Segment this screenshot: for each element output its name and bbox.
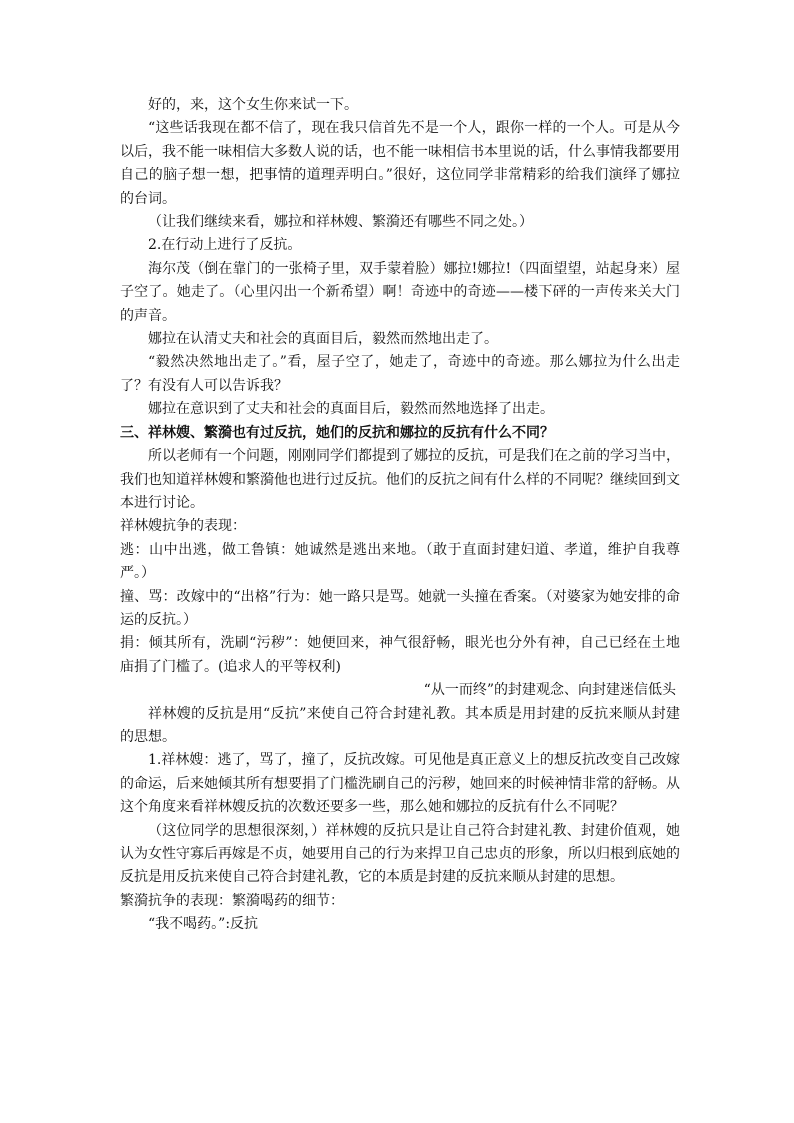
paragraph: 撞、骂：改嫁中的“出格”行为：她一路只是骂。她就一头撞在香案。（对婆家为她安排的命运的反抗。） [120,588,680,628]
paragraph: “这些话我现在都不信了，现在我只信首先不是一个人，跟你一样的一个人。可是从今以后，我不能一味相信大多数人说的话，也不能一味相信书本里说的话，什么事情我都要用自己的脑子想一想，把事情的道理弄明白。”很好，这位同学非常精彩的给我们演绎了娜拉的台词。 [120,120,680,207]
paragraph: 娜拉在认清丈夫和社会的真面目后，毅然而然地出走了。 [148,331,498,348]
paragraph: 2.在行动上进行了反抗。 [148,237,302,254]
section-heading: 三、祥林嫂、繁漪也有过反抗，她们的反抗和娜拉的反抗有什么不同？ [120,424,554,441]
paragraph: 娜拉在意识到了丈夫和社会的真面目后，毅然而然地选择了出走。 [148,401,554,418]
paragraph: （这位同学的思想很深刻，）祥林嫂的反抗只是让自己符合封建礼教、封建价值观，她认为女性守寡后再嫁是不贞，她要用自己的行为来捍卫自己忠贞的形象，所以归根到底她的反抗是用反抗来使自己符合封建礼教，它的本质是封建的反抗来顺从封建的思想。 [120,822,680,886]
paragraph: 海尔茂（倒在靠门的一张椅子里，双手蒙着脸）娜拉!娜拉!（四面望望，站起身来）屋子空了。她走了。（心里闪出一个新希望）啊！奇迹中的奇迹——楼下砰的一声传来关大门的声音。 [120,260,680,324]
paragraph: 繁漪抗争的表现：繁漪喝药的细节： [120,892,344,909]
paragraph: （让我们继续来看，娜拉和祥林嫂、繁漪还有哪些不同之处。） [148,214,533,231]
paragraph: 捐：倾其所有，洗刷“污秽”：她便回来，神气很舒畅，眼光也分外有神，自己已经在土地庙捐了门槛了。(追求人的平等权利) [120,635,680,675]
paragraph: 逃：山中出逃，做工鲁镇：她诚然是逃出来地。（敢于直面封建妇道、孝道，维护自我尊严。） [120,541,680,582]
paragraph: “从一而终”的封建观念、向封建迷信低头 [423,682,676,699]
document-page [120,94,680,937]
paragraph: 所以老师有一个问题，刚刚同学们都提到了娜拉的反抗，可是我们在之前的学习当中，我们也知道祥林嫂和繁漪他也进行过反抗。他们的反抗之间有什么样的不同呢？继续回到文本进行讨论。 [120,448,680,511]
paragraph: “我不喝药。”:反抗 [148,916,259,933]
paragraph: “毅然决然地出走了。”看，屋子空了，她走了，奇迹中的奇迹。那么娜拉为什么出走了？有没有人可以告诉我？ [120,354,680,394]
paragraph: 祥林嫂的反抗是用“反抗”来使自己符合封建礼教。其本质是用封建的反抗来顺从封建的思想。 [120,705,680,745]
paragraph: 好的，来，这个女生你来试一下。 [148,97,358,113]
paragraph: 1.祥林嫂：逃了，骂了，撞了，反抗改嫁。可见他是真正意义上的想反抗改变自己改嫁的命运，后来她倾其所有想要捐了门槛洗刷自己的污秽，她回来的时候神情非常的舒畅。从这个角度来看祥林嫂反抗的次数还要多一些，那么她和娜拉的反抗有什么不同呢？ [120,752,680,816]
paragraph: 祥林嫂抗争的表现： [120,518,246,535]
